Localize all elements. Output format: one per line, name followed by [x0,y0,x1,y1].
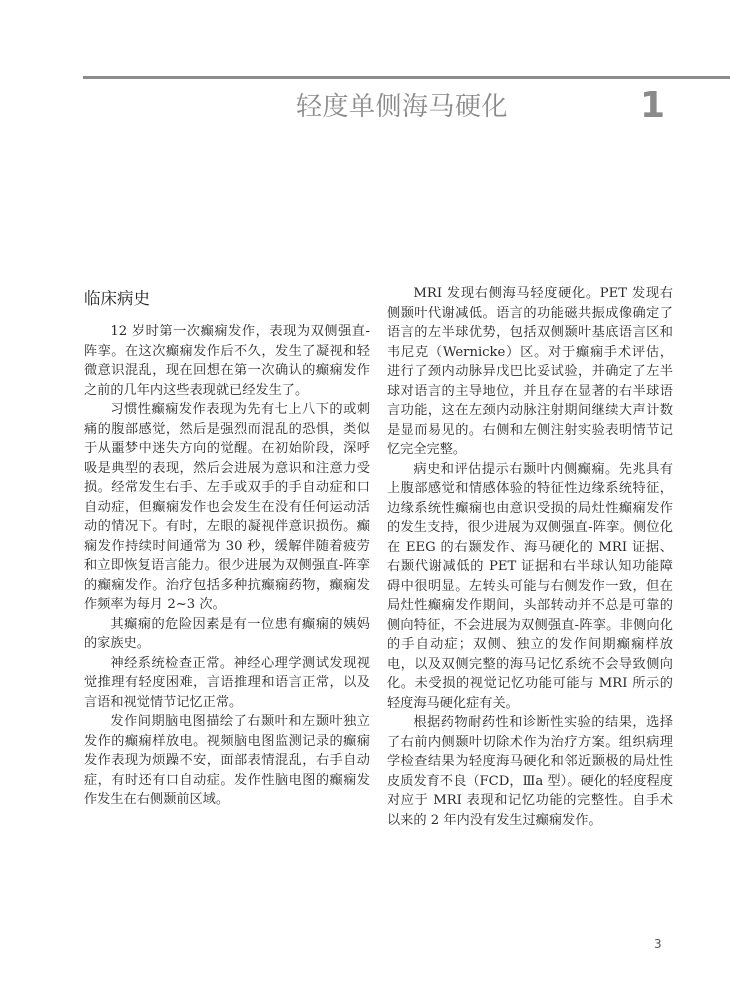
section-heading: 临床病史 [84,289,150,308]
paragraph: 12 岁时第一次癫痫发作，表现为双侧强直-阵挛。在这次癫痫发作后不久，发生了凝视和轻微意识混乱，现在回想在第一次确认的癫痫发作之前的几年内这些表现就已经发生了。 [84,324,370,398]
paragraph: 习惯性癫痫发作表现为先有七上八下的或刺痛的腹部感觉，然后是强烈而混乱的恐惧，类似于从噩梦中迷失方向的觉醒。在初始阶段，深呼吸是典型的表现，然后会进展为意识和注意力受损。经常发生右手、左手或双手的手自动症和口自动症，但癫痫发作也会发生在没有任何运动活动的情况下。有时，左眼的凝视伴意识损伤。癫痫发作持续时间通常为 30 秒，缓解伴随着疲劳和立即恢复语言能力。很少进展为双侧强直-阵挛的癫痫发作。治疗包括多种抗癫痫药物，癫痫发作频率为每月 2~3 次。 [84,402,370,612]
paragraph: 神经系统检查正常。神经心理学测试发现视觉推理有轻度困难，言语推理和语言正常，以及言语和视觉情节记忆正常。 [84,655,370,710]
chapter-number: 1 [640,85,666,126]
paragraph: 发作间期脑电图描绘了右颞叶和左颞叶独立发作的癫痫样放电。视频脑电图监测记录的癫痫发作表现为烦躁不安，面部表情混乱，右手自动症，有时还有口自动症。发作性脑电图的癫痫发作发生在右侧颞前区域。 [84,714,370,807]
paragraph: 其癫痫的危险因素是有一位患有癫痫的姨妈的家族史。 [84,616,370,651]
header-rule [83,76,730,79]
page-number: 3 [654,937,662,951]
paragraph: 根据药物耐药性和诊断性实验的结果，选择了右前内侧颞叶切除术作为治疗方案。组织病理学检查结果为轻度海马硬化和邻近颞极的局灶性皮质发育不良（FCD，Ⅲa 型）。硬化的轻度程度对应于 MRI 表现和记忆功能的完整性。自手术以来的 2 年内没有发生过癫痫发作。 [387,715,673,828]
left-column [84,322,370,810]
paragraph: MRI 发现右侧海马轻度硬化。PET 发现右侧颞叶代谢减低。语言的功能磁共振成像确定了语言的左半球优势，包括双侧颞叶基底语言区和韦尼克（Wernicke）区。对于癫痫手术评估，进行了颈内动脉异戊巴比妥试验，并确定了左半球对语言的主导地位，并且存在显著的右半球语言功能，这在左颈内动脉注射期间继续大声计数是显而易见的。右侧和左侧注射实验表明情节记忆完全完整。 [387,286,673,457]
chapter-title: 轻度单侧海马硬化 [296,92,509,122]
paragraph: 病史和评估提示右颞叶内侧癫痫。先兆具有上腹部感觉和情感体验的特征性边缘系统特征，边缘系统性癫痫也由意识受损的局灶性癫痫发作的发生支持，很少进展为双侧强直-阵挛。侧位化在 EEG 的右颞发作、海马硬化的 MRI 证据、右颞代谢减低的 PET 证据和右半球认知功能障碍中很明显。左转头可能与右侧发作一致，但在局灶性癫痫发作期间，头部转动并不总是可靠的侧向特征，不会进展为双侧强直-阵挛。非侧向化的手自动症；双侧、独立的发作间期癫痫样放电，以及双侧完整的海马记忆系统不会导致侧向化。未受损的视觉记忆功能可能与 MRI 所示的轻度海马硬化症有关。 [387,461,673,711]
right-column [387,284,673,830]
